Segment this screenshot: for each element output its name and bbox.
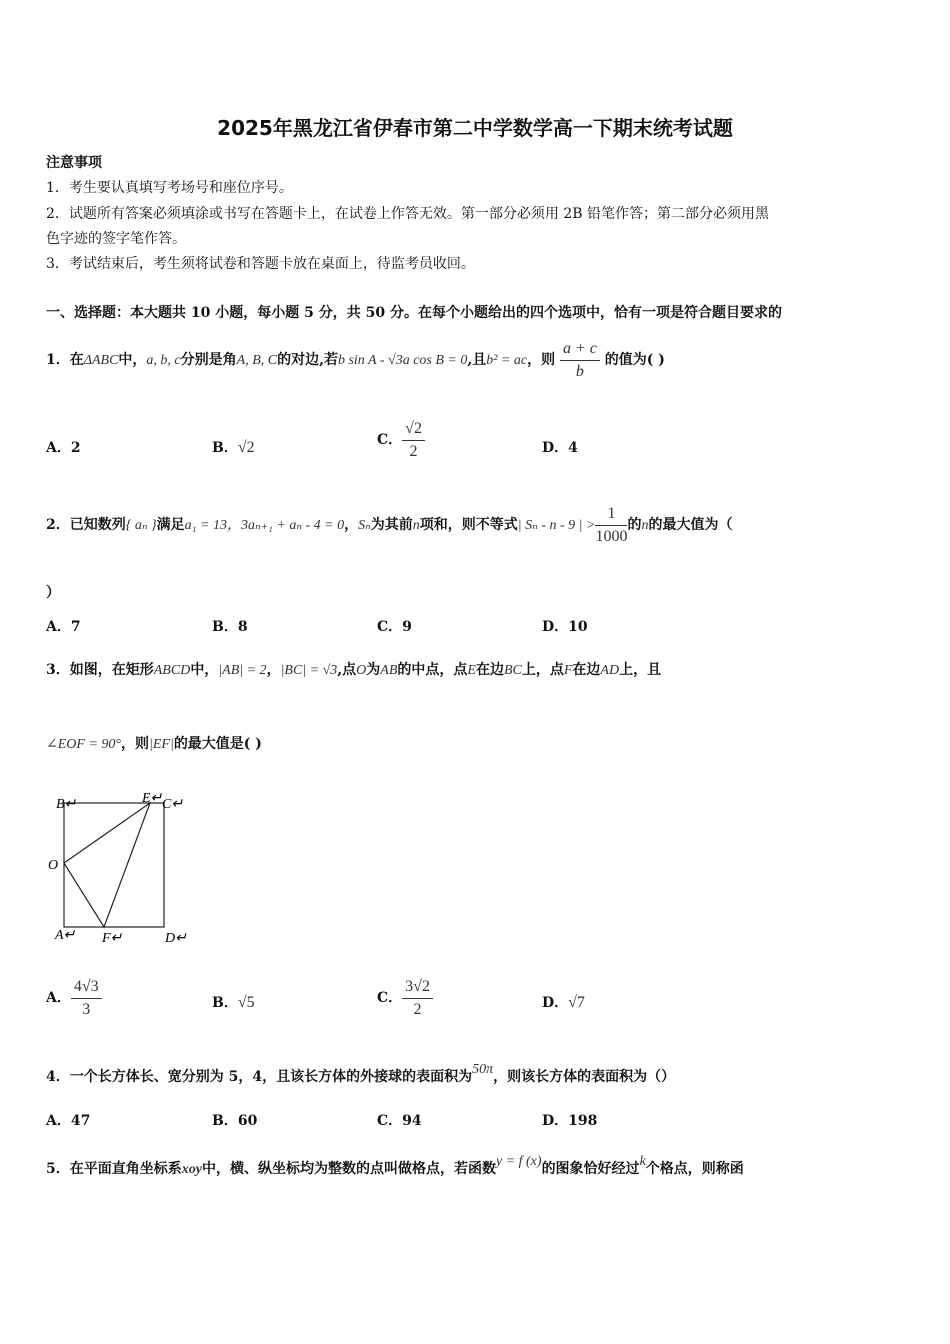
q3-ef: |EF|	[149, 737, 174, 752]
q3-figure	[46, 786, 196, 948]
q1-option-c: C． $\frac{√2}{2}$	[377, 412, 425, 468]
q2-n: n	[641, 518, 649, 533]
q3-text: ，则	[121, 736, 149, 752]
q1-text: ，则	[527, 352, 556, 368]
q3-bc: |BC| = √3	[280, 663, 338, 678]
q3-text: 的最大值是( )	[173, 736, 262, 752]
q4-option-c: C．94	[377, 1113, 422, 1129]
label-f: F↵	[102, 931, 123, 946]
q1-vars: a, b, c	[146, 353, 181, 368]
question-5	[46, 1140, 744, 1192]
q3-text: 为	[366, 662, 381, 678]
q3-text: 在边	[572, 662, 601, 678]
q3-ad-side: AD	[600, 663, 620, 678]
question-2	[46, 497, 732, 554]
q3-text: ,点	[337, 662, 357, 678]
q2-sequence: { aₙ }	[125, 518, 157, 533]
q4-option-a: A．47	[46, 1113, 91, 1129]
q3-option-a: A． $\frac{4√3}{3}$	[46, 968, 102, 1028]
q1-fraction	[560, 340, 600, 380]
q2-text: 的	[627, 517, 642, 533]
q1-option-a: A．2	[46, 440, 81, 456]
rectangle-abcd	[64, 803, 164, 927]
triangle-oef	[64, 803, 150, 927]
q5-text: 中，横、纵坐标均为整数的点叫做格点，若函数	[201, 1161, 496, 1177]
q2-fraction-denominator: 1000	[595, 527, 628, 545]
question-1	[46, 335, 665, 386]
q3-option-b: B．√5	[212, 994, 255, 1011]
q3-rect: ABCD	[153, 663, 191, 678]
q2-fraction-numerator: 1	[595, 505, 627, 526]
q5-text: 5．在平面直角坐标系	[46, 1161, 182, 1177]
q5-xoy: xoy	[181, 1162, 202, 1177]
q1-fraction-numerator: a + c	[560, 340, 600, 361]
q2-option-b: B．8	[212, 619, 248, 635]
label-o: O	[48, 858, 59, 873]
q4-option-d: D．198	[542, 1113, 598, 1129]
q3-number: 3．如图，在矩形	[46, 662, 154, 678]
q2-text: ，	[344, 517, 359, 533]
q2-text: 项和，则不等式	[419, 517, 518, 533]
q1-number: 1．在	[46, 352, 84, 368]
q3-text: 中，	[190, 662, 219, 678]
q2-sn: Sₙ	[358, 518, 371, 533]
label-b: B↵	[56, 797, 77, 812]
q4-text: ，则该长方体的表面积为（）	[493, 1069, 676, 1085]
q1-text: 分别是角	[180, 352, 237, 368]
label-c: C↵	[162, 797, 184, 812]
q3-text: 在边	[475, 662, 504, 678]
q5-text: 的图象恰好经过	[541, 1161, 640, 1177]
q3-o: O	[356, 663, 367, 678]
q2-option-d: D．10	[542, 619, 588, 635]
q3-text: 上，且	[619, 662, 662, 678]
q1-equation-2: b² = ac	[486, 353, 528, 368]
q2-close-paren: ）	[46, 585, 60, 601]
q4-area: 50π	[472, 1062, 494, 1077]
label-a: A↵	[55, 928, 76, 943]
q3-e: E	[467, 663, 476, 678]
notice-item-2: 2．试题所有答案必须填涂或书写在答题卡上，在试卷上作答无效。第一部分必须用 2B 铅笔作答；第二部分必须用黑	[46, 206, 769, 222]
q5-function: y = f (x)	[495, 1154, 542, 1169]
q1-text: 的对边,若	[277, 352, 338, 368]
page-title: 2025年黑龙江省伊春市第二中学数学高一下期末统考试题	[217, 116, 733, 140]
q1-fraction-denominator: b	[575, 362, 584, 380]
notice-item-3: 3．考试结束后，考生须将试卷和答题卡放在桌面上，待监考员收回。	[46, 256, 475, 272]
q2-option-c: C．9	[377, 619, 412, 635]
q5-text: 个格点，则称函	[645, 1161, 744, 1177]
q2-number: 2．已知数列	[46, 517, 126, 533]
q3-bc-side: BC	[503, 663, 522, 678]
q3-ab: |AB| = 2	[218, 663, 267, 678]
q3-f: F	[563, 663, 573, 678]
q3-text: ，	[266, 662, 281, 678]
q2-text: 的最大值为（	[648, 517, 733, 533]
notice-item-1: 1．考生要认真填写考场号和座位序号。	[46, 180, 293, 196]
q2-condition: a₁ = 13，3aₙ₊₁ + aₙ - 4 = 0	[184, 518, 345, 533]
question-3-cont	[46, 726, 262, 763]
q3-ab-side: AB	[380, 663, 398, 678]
q1-text: ,且	[467, 352, 487, 368]
q3-option-c: C． $\frac{3√2}{2}$	[377, 968, 433, 1028]
notice-item-2-cont: 色字迹的签字笔作答。	[46, 231, 186, 247]
q2-option-a: A．7	[46, 619, 81, 635]
q4-text: 4．一个长方体长、宽分别为 5，4，且该长方体的外接球的表面积为	[46, 1069, 473, 1085]
notice-heading: 注意事项	[46, 155, 102, 171]
q4-option-b: B．60	[212, 1113, 258, 1129]
q3-option-d: D．√7	[542, 994, 585, 1011]
q2-fraction	[595, 505, 627, 545]
label-e: E↵	[142, 791, 163, 806]
q2-inequality: | Sₙ - n - 9 | >	[517, 518, 596, 533]
q5-k: k	[639, 1154, 646, 1169]
q2-text: 满足	[156, 517, 185, 533]
q1-text: 中，	[118, 352, 147, 368]
section-heading: 一、选择题：本大题共 10 小题，每小题 5 分，共 50 分。在每个小题给出的四个选项中，恰有一项是符合题目要求的	[46, 305, 782, 321]
question-3	[46, 650, 661, 691]
question-4	[46, 1048, 675, 1099]
q1-option-b: B．√2	[212, 439, 255, 456]
q3-text: 的中点，点	[397, 662, 468, 678]
q3-text: 上，点	[521, 662, 564, 678]
q2-text: 为其前	[370, 517, 413, 533]
q1-triangle: ΔABC	[83, 353, 119, 368]
q3-angle: ∠EOF = 90°	[46, 737, 121, 752]
q1-text: 的值为( )	[604, 352, 665, 368]
q1-angles: A, B, C	[236, 353, 278, 368]
label-d: D↵	[165, 931, 187, 946]
q1-option-d: D．4	[542, 440, 578, 456]
q2-n: n	[412, 518, 420, 533]
q1-equation-1: b sin A - √3a cos B = 0	[337, 353, 468, 368]
